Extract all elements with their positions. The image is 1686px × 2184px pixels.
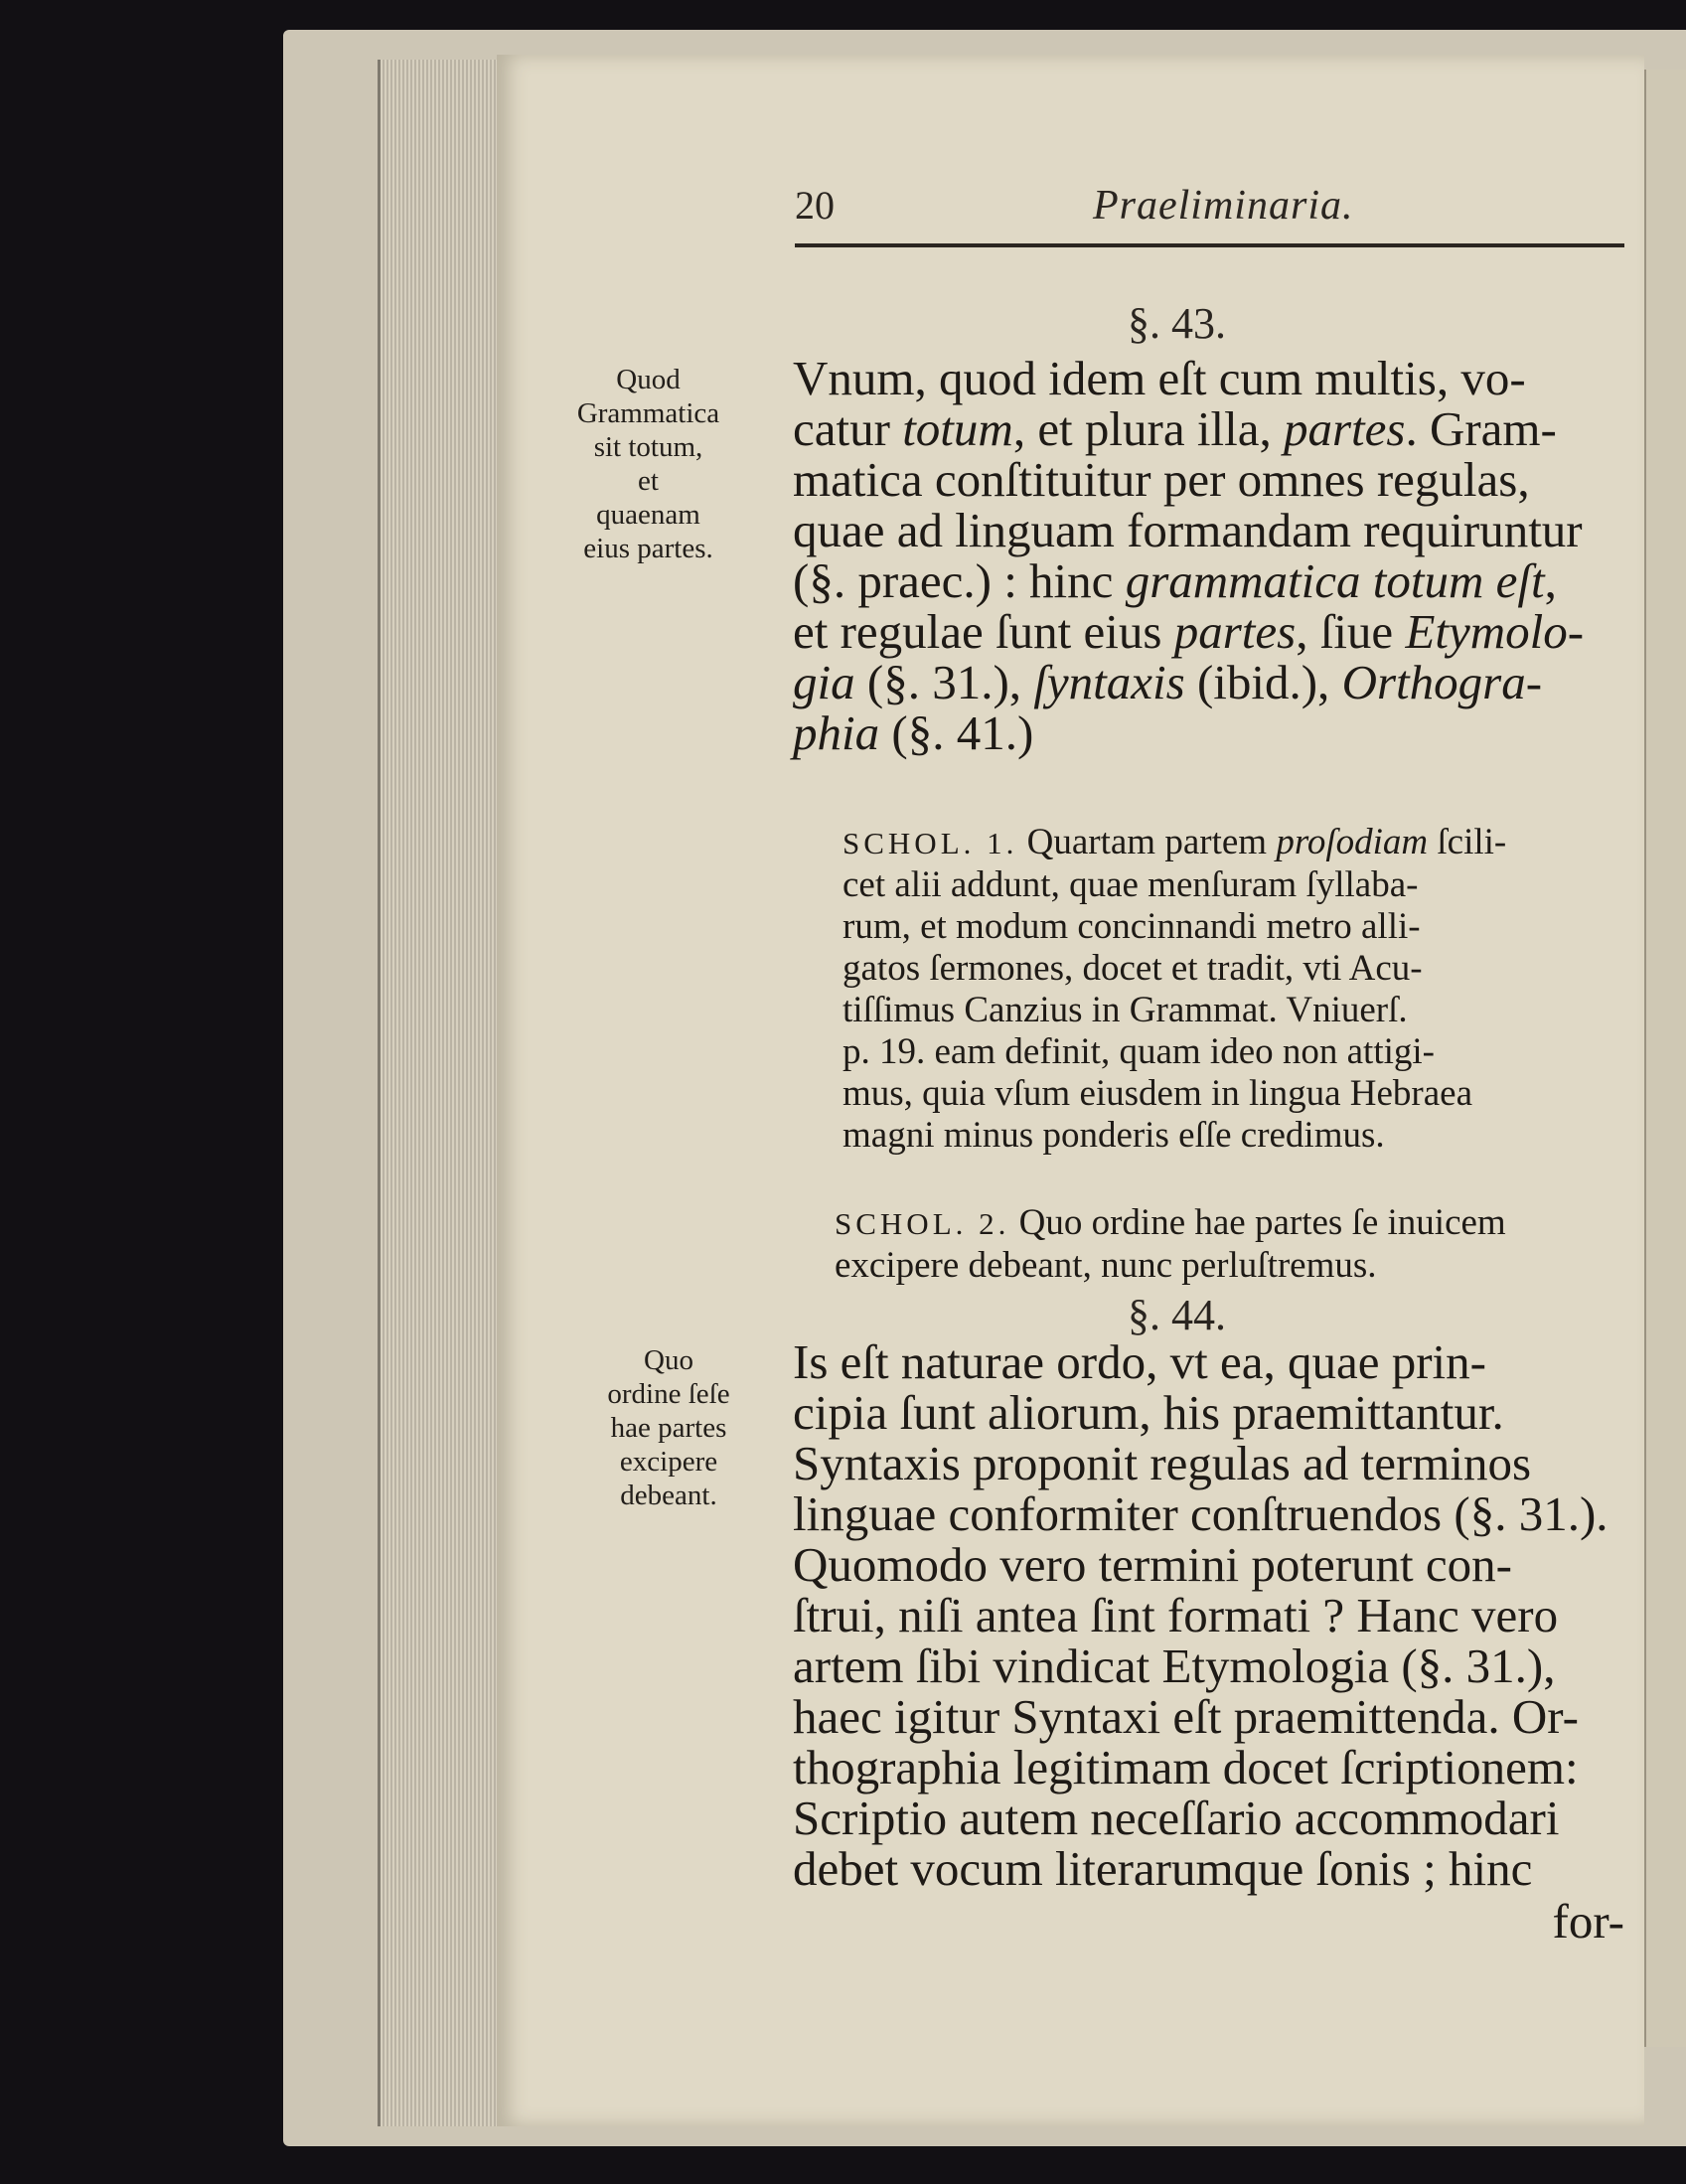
facing-page-edge — [1644, 70, 1686, 2047]
scholion-1-text: Quartam partem proſodiam ſcili- cet alii addunt, quae menſuram ſyllaba- rum, et modum concinnandi metro alli- gatos ſermones, docet et tradit, vti Acu- tiſſimus Canzius in Grammat. Vniuerſ. p. 19. eam definit, quam ideo non attigi- mus, quia vſum eiusdem in lingua Hebraea magni minus ponderis eſſe credimus. — [843, 822, 1507, 1156]
page-edges — [378, 60, 500, 2126]
section-43-margin-note: Quod Grammatica sit totum, et quaenam eius partes. — [576, 364, 720, 564]
section-44-mark: §. 44. — [1128, 1291, 1226, 1339]
page-header — [795, 174, 1624, 234]
page-number: 20 — [795, 183, 835, 228]
scholion-1 — [843, 780, 1583, 1157]
scholion-1-label: SCHOL. 1. — [843, 826, 1018, 860]
header-rule — [795, 243, 1624, 247]
section-44-margin-note: Quo ordine ſeſe hae partes excipere debeant. — [607, 1344, 730, 1511]
section-44-text: Is eſt naturae ordo, vt ea, quae prin- cipia ſunt aliorum, his praemittantur. Syntaxis proponit regulas ad terminos linguae conformiter conſtruendos (§. 31.). Quomodo vero termini poterunt con- ſtrui, niſi antea ſint formati ? Hanc vero artem ſibi vindicat Etymologia (§. 31.), haec igitur Syntaxi eſt praemittenda. Or- thographia legitimam docet ſcriptionem: Scriptio autem neceſſario accommodari debet vocum literarumque ſonis ; hinc — [793, 1334, 1609, 1896]
section-43-mark: §. 43. — [1128, 299, 1226, 348]
scholion-2-label: SCHOL. 2. — [835, 1206, 1010, 1241]
running-head: Praeliminaria. — [1093, 183, 1354, 229]
catchword: for- — [1552, 1894, 1624, 1949]
scholion-2-text: Quo ordine hae partes ſe inuicem excipere debeant, nunc perluſtremus. — [835, 1202, 1506, 1286]
section-43-text: Vnum, quod idem eſt cum multis, vo- catur totum, et plura illa, partes. Gram- matica conſtituitur per omnes regulas, quae ad linguam formandam requiruntur (§. praec.) : hinc grammatica totum eſt, et regulae ſunt eius partes, ſiue Etymolo- gia (§. 31.), ſyntaxis (ibid.), Orthogra- phia (§. 41.) — [793, 351, 1585, 760]
scholion-2 — [835, 1161, 1585, 1287]
